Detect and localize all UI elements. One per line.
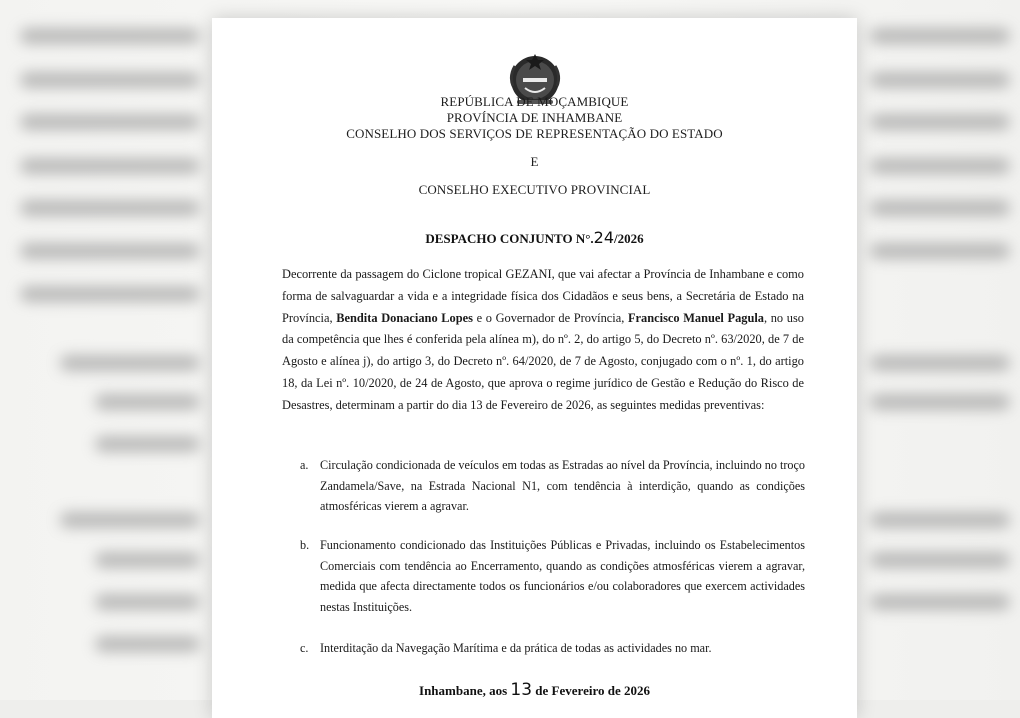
preamble-part-1: Decorrente da passagem do Ciclone tropical GEZANI, que vai afectar a Província de Inhambane e como forma de salvaguardar a vida e a integridade física dos Cidadãos e seus bens, a Secretária de Estado na Província, [282,267,804,325]
item-text: Circulação condicionada de veículos em todas as Estradas ao nível da Província, incluindo no troço Zandamela/Save, na Estrada Nacional N1, com tendência à interdição, quando as condições atmosféricas vierem a agravar. [320,458,805,513]
preamble-paragraph [282,264,804,417]
header-executive-council: CONSELHO EXECUTIVO PROVINCIAL [418,182,651,197]
item-text: Interditação da Navegação Marítima e da prática de todas as actividades no mar. [320,641,712,655]
item-marker: a. [300,458,309,472]
header-council-services: CONSELHO DOS SERVIÇOS DE REPRESENTAÇÃO DO ESTADO [346,126,723,141]
header-conjunction: E [530,154,539,169]
document-page [212,18,857,718]
item-marker: c. [300,641,309,655]
preamble-part-3: , no uso da competência que lhes é conferida pela alínea m), do nº. 2, do artigo 5, do Decreto nº. 63/2020, de 7 de Agosto e alínea j), do artigo 3, do Decreto nº. 64/2020, de 7 de Agosto, conjugado com o nº. 1, do artigo 18, da Lei nº. 10/2020, de 24 de Agosto, que aprova o regime jurídico de Gestão e Redução do Risco de Desastres, determinam a partir do dia 13 de Fevereiro de 2026, as seguintes medidas preventivas: [282,310,804,412]
governor-name: Francisco Manuel Pagula [627,310,764,325]
secretary-name: Bendita Donaciano Lopes [336,310,473,325]
document-title [212,228,857,247]
handwritten-day: 13 [510,680,533,700]
title-prefix: DESPACHO CONJUNTO N°. [425,231,594,246]
header-republic: REPÚBLICA DE MOÇAMBIQUE [440,94,629,109]
item-marker: b. [300,538,310,552]
preamble-part-2: e o Governador de Província, [472,310,628,325]
handwritten-number: 24 [593,228,615,247]
item-text: Funcionamento condicionado das Instituições Públicas e Privadas, incluindo os Estabelecimentos Comerciais com tendência ao Encerramento, quando as condições atmosféricas vierem a agravar, medida que afecta directamente todos os funcionários e/ou colaboradores que exercem actividades nestas Instituições. [320,538,805,614]
measure-item-c [300,638,805,659]
title-suffix: /2026 [614,231,644,246]
footer-suffix: de Fevereiro de 2026 [532,683,650,698]
measure-item-b [300,535,805,617]
header-province: PROVÍNCIA DE INHAMBANE [446,110,623,125]
measure-item-a [300,455,805,517]
footer-prefix: Inhambane, aos [419,683,511,698]
place-date-line [212,680,857,700]
